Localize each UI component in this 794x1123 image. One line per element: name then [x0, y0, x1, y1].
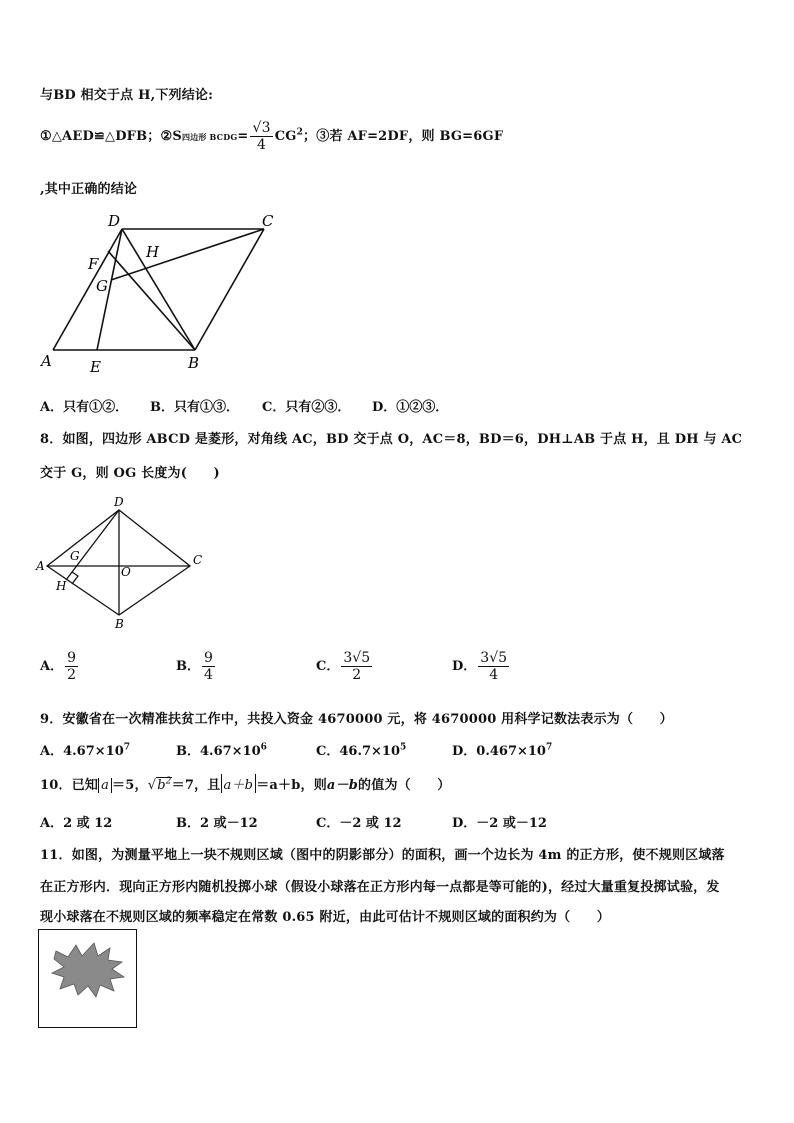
edge-AD: [53, 229, 122, 350]
q8-stem-line2: 交于 G，则 OG 长度为( ): [40, 466, 220, 481]
label-H: H: [56, 579, 67, 593]
q10-option-a[interactable]: A．2 或 12: [40, 816, 113, 831]
label-C: C: [262, 212, 274, 230]
label-D: D: [108, 212, 121, 230]
q8-option-b[interactable]: B． $\frac{9}{4}$: [176, 650, 213, 683]
q7-conclusion-part1: ①△AED≌△DFB；②S: [40, 129, 182, 144]
label-D: D: [114, 495, 124, 509]
q11-stem-line3: 现小球落在不规则区域的频率稳定在常数 0.65 附近，由此可估计不规则区域的面积约为（ ）: [40, 910, 610, 925]
label-H: H: [146, 243, 160, 261]
q7-option-b[interactable]: B．只有①③．: [150, 400, 240, 415]
q7-frac-num: √3: [252, 120, 271, 136]
q8-option-a[interactable]: A． $\frac{9}{2}$: [40, 650, 77, 683]
q7-cg-sup: 2: [296, 127, 304, 138]
q9-option-d[interactable]: D．$0.467\times 10^7$: [452, 742, 553, 759]
q7-prompt: ,其中正确的结论: [40, 182, 138, 197]
q7-parallelogram-figure: [30, 208, 290, 380]
q9-stem: 9．安徽省在一次精准扶贫工作中，共投入资金 4670000 元，将 4670000 用科学记数法表示为（ ）: [40, 712, 673, 727]
q7-cg: CG: [274, 129, 297, 144]
q7-conclusion-part3: ；③若 AF=2DF，则 BG=6GF: [303, 129, 504, 144]
label-G: G: [70, 549, 80, 563]
label-G: G: [96, 277, 108, 295]
label-A: A: [36, 559, 45, 573]
q10-option-c[interactable]: C．－2 或 12: [316, 816, 402, 831]
q7-subscript: 四边形 BCDG: [181, 132, 238, 142]
q7-equals: =: [237, 129, 249, 144]
q8-rhombus-figure: [30, 494, 220, 634]
abs-a: a: [98, 778, 112, 793]
q8-stem-line1: 8．如图，四边形 ABCD 是菱形，对角线 AC，BD 交于点 O，AC＝8，BD＝6，DH⊥AB 于点 H，且 DH 与 AC: [40, 432, 743, 447]
label-C: C: [193, 553, 203, 567]
edge-CB: [195, 229, 264, 350]
q7-intro: 与BD 相交于点 H,下列结论:: [40, 88, 214, 103]
q9-option-b[interactable]: B．$4.67\times 10^6$: [176, 742, 267, 759]
label-B: B: [115, 617, 124, 631]
q11-square-figure: [38, 929, 138, 1029]
q7-fraction: [250, 120, 272, 153]
segment-GC: [111, 229, 264, 280]
label-E: E: [90, 358, 101, 376]
label-F: F: [88, 255, 99, 273]
label-A: A: [41, 352, 52, 370]
q10-stem: 10．已知 a ＝5，$√b^2=7$，且 a＋b ＝a＋b，则a－b的值为（ ）: [40, 774, 450, 793]
q9-option-c[interactable]: C．$46.7\times 10^5$: [316, 742, 407, 759]
right-angle-mark: [72, 572, 78, 584]
q7-option-d[interactable]: D．①②③．: [372, 400, 449, 415]
q8-option-d[interactable]: D． $\frac{3√5}{4}$: [452, 650, 508, 683]
q11-stem-line2: 在正方形内．现向正方形内随机投掷小球（假设小球落在正方形内每一点都是等可能的)，经过大量重复投掷试验，发: [40, 880, 720, 895]
label-O: O: [121, 565, 131, 579]
q7-option-c[interactable]: C．只有②③．: [262, 400, 351, 415]
q10-option-b[interactable]: B．2 或－12: [176, 816, 258, 831]
q11-stem-line1: 11．如图，为测量平地上一块不规则区域（图中的阴影部分）的面积，画一个边长为 4m 的正方形，使不规则区域落: [40, 848, 725, 863]
q10-option-d[interactable]: D．－2 或－12: [452, 816, 547, 831]
q7-option-a[interactable]: A．只有①②．: [40, 400, 129, 415]
q7-frac-den: 4: [250, 136, 272, 153]
q8-option-c[interactable]: C． $\frac{3√5}{2}$: [316, 650, 371, 683]
q9-option-a[interactable]: A．$4.67\times 10^7$: [40, 742, 131, 759]
abs-a-plus-b: a＋b: [221, 774, 257, 793]
label-B: B: [188, 354, 200, 372]
q7-conclusions: [40, 120, 503, 153]
sqrt-b-squared: $b^2$: [157, 776, 172, 793]
